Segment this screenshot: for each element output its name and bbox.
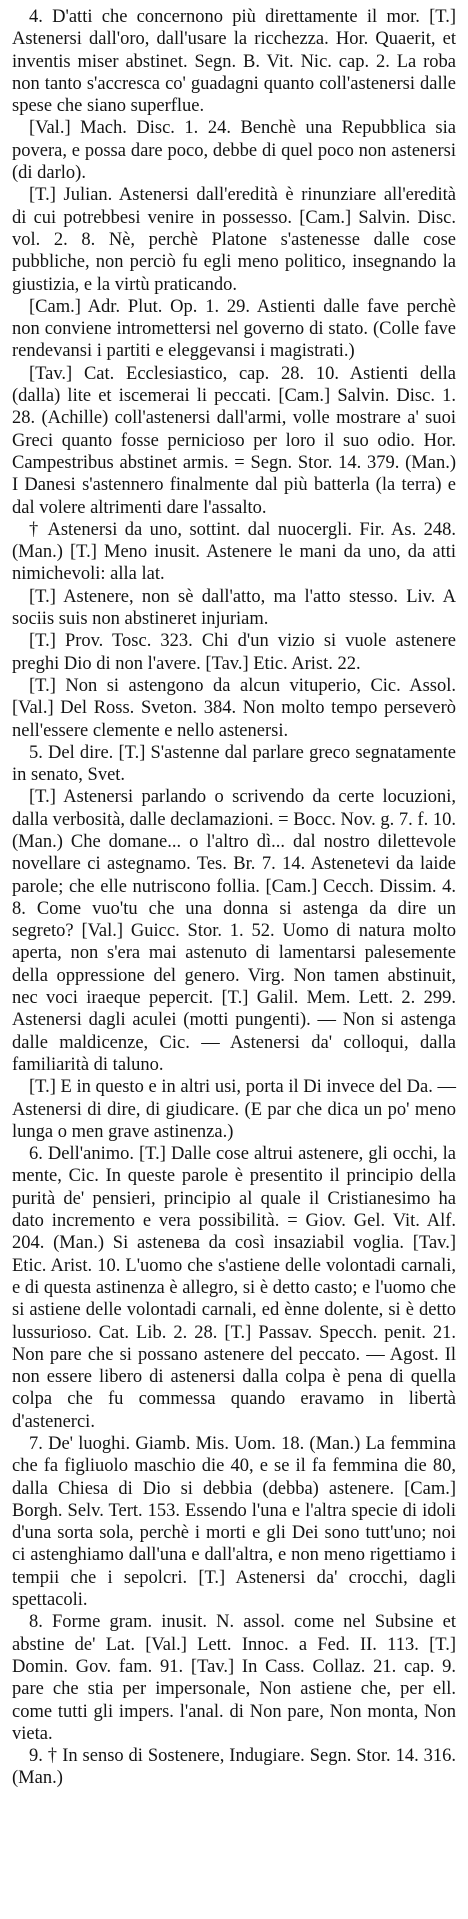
entry-paragraph: [T.] Astenersi parlando o scrivendo da certe locuzioni, dalla verbosità, dalle declamazioni. = Bocc. Nov. g. 7. f. 10. (Man.) Che domane... o l'altro dì... dal nostro dilettevole novellare ci astegnamo. Tes. Br. 7. 14. Astenetevi da laide parole; che elle nutriscono follia. [Cam.] Cecch. Dissim. 4. 8. Come vuo'tu che una donna si astenga da dire un segreto? [Val.] Guicc. Stor. 1. 52. Uomo di natura molto aperta, non s'era mai astenuto di lamentarsi palesemente della oppressione del genero. Virg. Non tamen abstinuit, nec voci iraeque pepercit. [T.] Galil. Mem. Lett. 2. 299. Astenersi dagli aculei (motti pungenti). — Non si astenga dalle maldicenze, Cic. — Astenersi da' colloqui, dalla familiarità di taluno. (12, 787, 456, 1075)
entry-paragraph: [T.] Prov. Tosc. 323. Chi d'un vizio si vuole astenere preghi Dio di non l'avere. [Tav.] Etic. Arist. 22. (12, 631, 456, 674)
entry-paragraph: [Cam.] Adr. Plut. Op. 1. 29. Astienti dalle fave perchè non conviene intromettersi nel governo di stato. (Colle fave rendevansi i partiti e eleggevansi i magistrati.) (12, 296, 456, 362)
entry-paragraph: 6. Dell'animo. [T.] Dalle cose altrui astenere, gli occhi, la mente, Cic. In queste parole è presentito il principio della purità de' pensieri, principio al quale il Cristianesimo ha dato incremento e vera possibilità. = Giov. Gel. Vit. Alf. 204. (Man.) Si astenева da così insaziabil voglia. [Tav.] Etic. Arist. 10. L'uomo che s'astiene delle volontadi carnali, e di questa astinenza è allegro, si è detto casto; e l'uomo che si astiene delle volontadi carnali, ed ènne dolente, si è detto lussurioso. Cat. Lib. 2. 28. [T.] Passav. Specch. penit. 21. Non pare che si possano astenere del peccato. — Agost. Il non essere libero di astenersi dalla colpa è pena di quella colpa che fu commessa quando eravamo in libertà d'astenerci. (12, 1144, 456, 1432)
entry-paragraph: 4. D'atti che concernono più direttamente il mor. [T.] Astenersi dall'oro, dall'usare la ricchezza. Hor. Quaerit, et inventis miser abstinet. Segn. B. Vit. Nic. cap. 2. La roba non tanto s'accresca co' guadagni quanto coll'astenersi dalle spese che siano superflue. (12, 7, 456, 117)
entry-paragraph: 9. † In senso di Sostenere, Indugiare. Segn. Stor. 14. 316. (Man.) (12, 1746, 456, 1789)
entry-paragraph: [Val.] Mach. Disc. 1. 24. Benchè una Repubblica sia povera, e possa dare poco, debbe di quel poco non astenersi (di darlo). (12, 118, 456, 184)
entry-paragraph: [T.] Astenere, non sè dall'atto, ma l'atto stesso. Liv. A sociis suis non abstineret injuriam. (12, 586, 456, 630)
entry-paragraph: [T.] E in questo e in altri usi, porta il Di invece del Da. — Astenersi di dire, di giudicare. (E par che dica un po' meno lunga o men grave astinenza.) (12, 1077, 456, 1142)
entry-paragraph: 8. Forme gram. inusit. N. assol. come nel Subsine et abstine de' Lat. [Val.] Lett. Innoc. a Fed. II. 113. [T.] Domin. Gov. fam. 91. [Tav.] In Cass. Collaz. 21. cap. 9. pare che stia per impersonale, Non astiene che, per ell. come tutti gli impers. l'anal. di Non pare, Non monta, Non vieta. (12, 1612, 456, 1744)
entry-paragraph: 7. De' luoghi. Giamb. Mis. Uom. 18. (Man.) La femmina che fa figliuolo maschio die 40, e se il fa femmina die 80, dalla Chiesa di Dio si debbia (debba) astenere. [Cam.] Borgh. Selv. Tert. 153. Essendo l'una e l'altra specie di idoli d'una sorta sola, perchè i morti e gli Dei sono tutt'uno; noi ci astenghiamo dall'una e dall'altra, e non meno rigettiamo i tempii che i sepolcri. [T.] Astenersi da' crocchi, dagli spettacoli. (12, 1434, 456, 1611)
entry-paragraph: [Tav.] Cat. Ecclesiastico, cap. 28. 10. Astienti della (dalla) lite et iscemerai li peccati. [Cam.] Salvin. Disc. 1. 28. (Achille) coll'astenersi dall'armi, volle mostrare a' suoi Greci quanto fosse pernicioso per loro il suo odio. Hor. Campestribus abstinet armis. = Segn. Stor. 14. 379. (Man.) I Danesi s'astennero finalmente dal più batterla (la terra) e dal volere altrimenti dare l'assalto. (12, 363, 456, 518)
entry-paragraph: [T.] Julian. Astenersi dall'eredità è rinunziare all'eredità di cui potrebbesi venire in possesso. [Cam.] Salvin. Disc. vol. 2. 8. Nè, perchè Platone s'astenesse dalle cose pubbliche, non perciò fu egli meno politico, insegnando la giustizia, e la virtù praticando. (12, 185, 456, 295)
entry-paragraph: † Astenersi da uno, sottint. dal nuocergli. Fir. As. 248. (Man.) [T.] Meno inusit. Astenere le mani da uno, da atti nimichevoli: alla lat. (12, 519, 456, 585)
entry-paragraph: 5. Del dire. [T.] S'astenne dal parlare greco segnatamente in senato, Svet. (12, 742, 456, 786)
entry-paragraph: [T.] Non si astengono da alcun vituperio, Cic. Assol. [Val.] Del Ross. Sveton. 384. Non molto tempo perseverò nell'essere clemente e nello astenersi. (12, 675, 456, 741)
